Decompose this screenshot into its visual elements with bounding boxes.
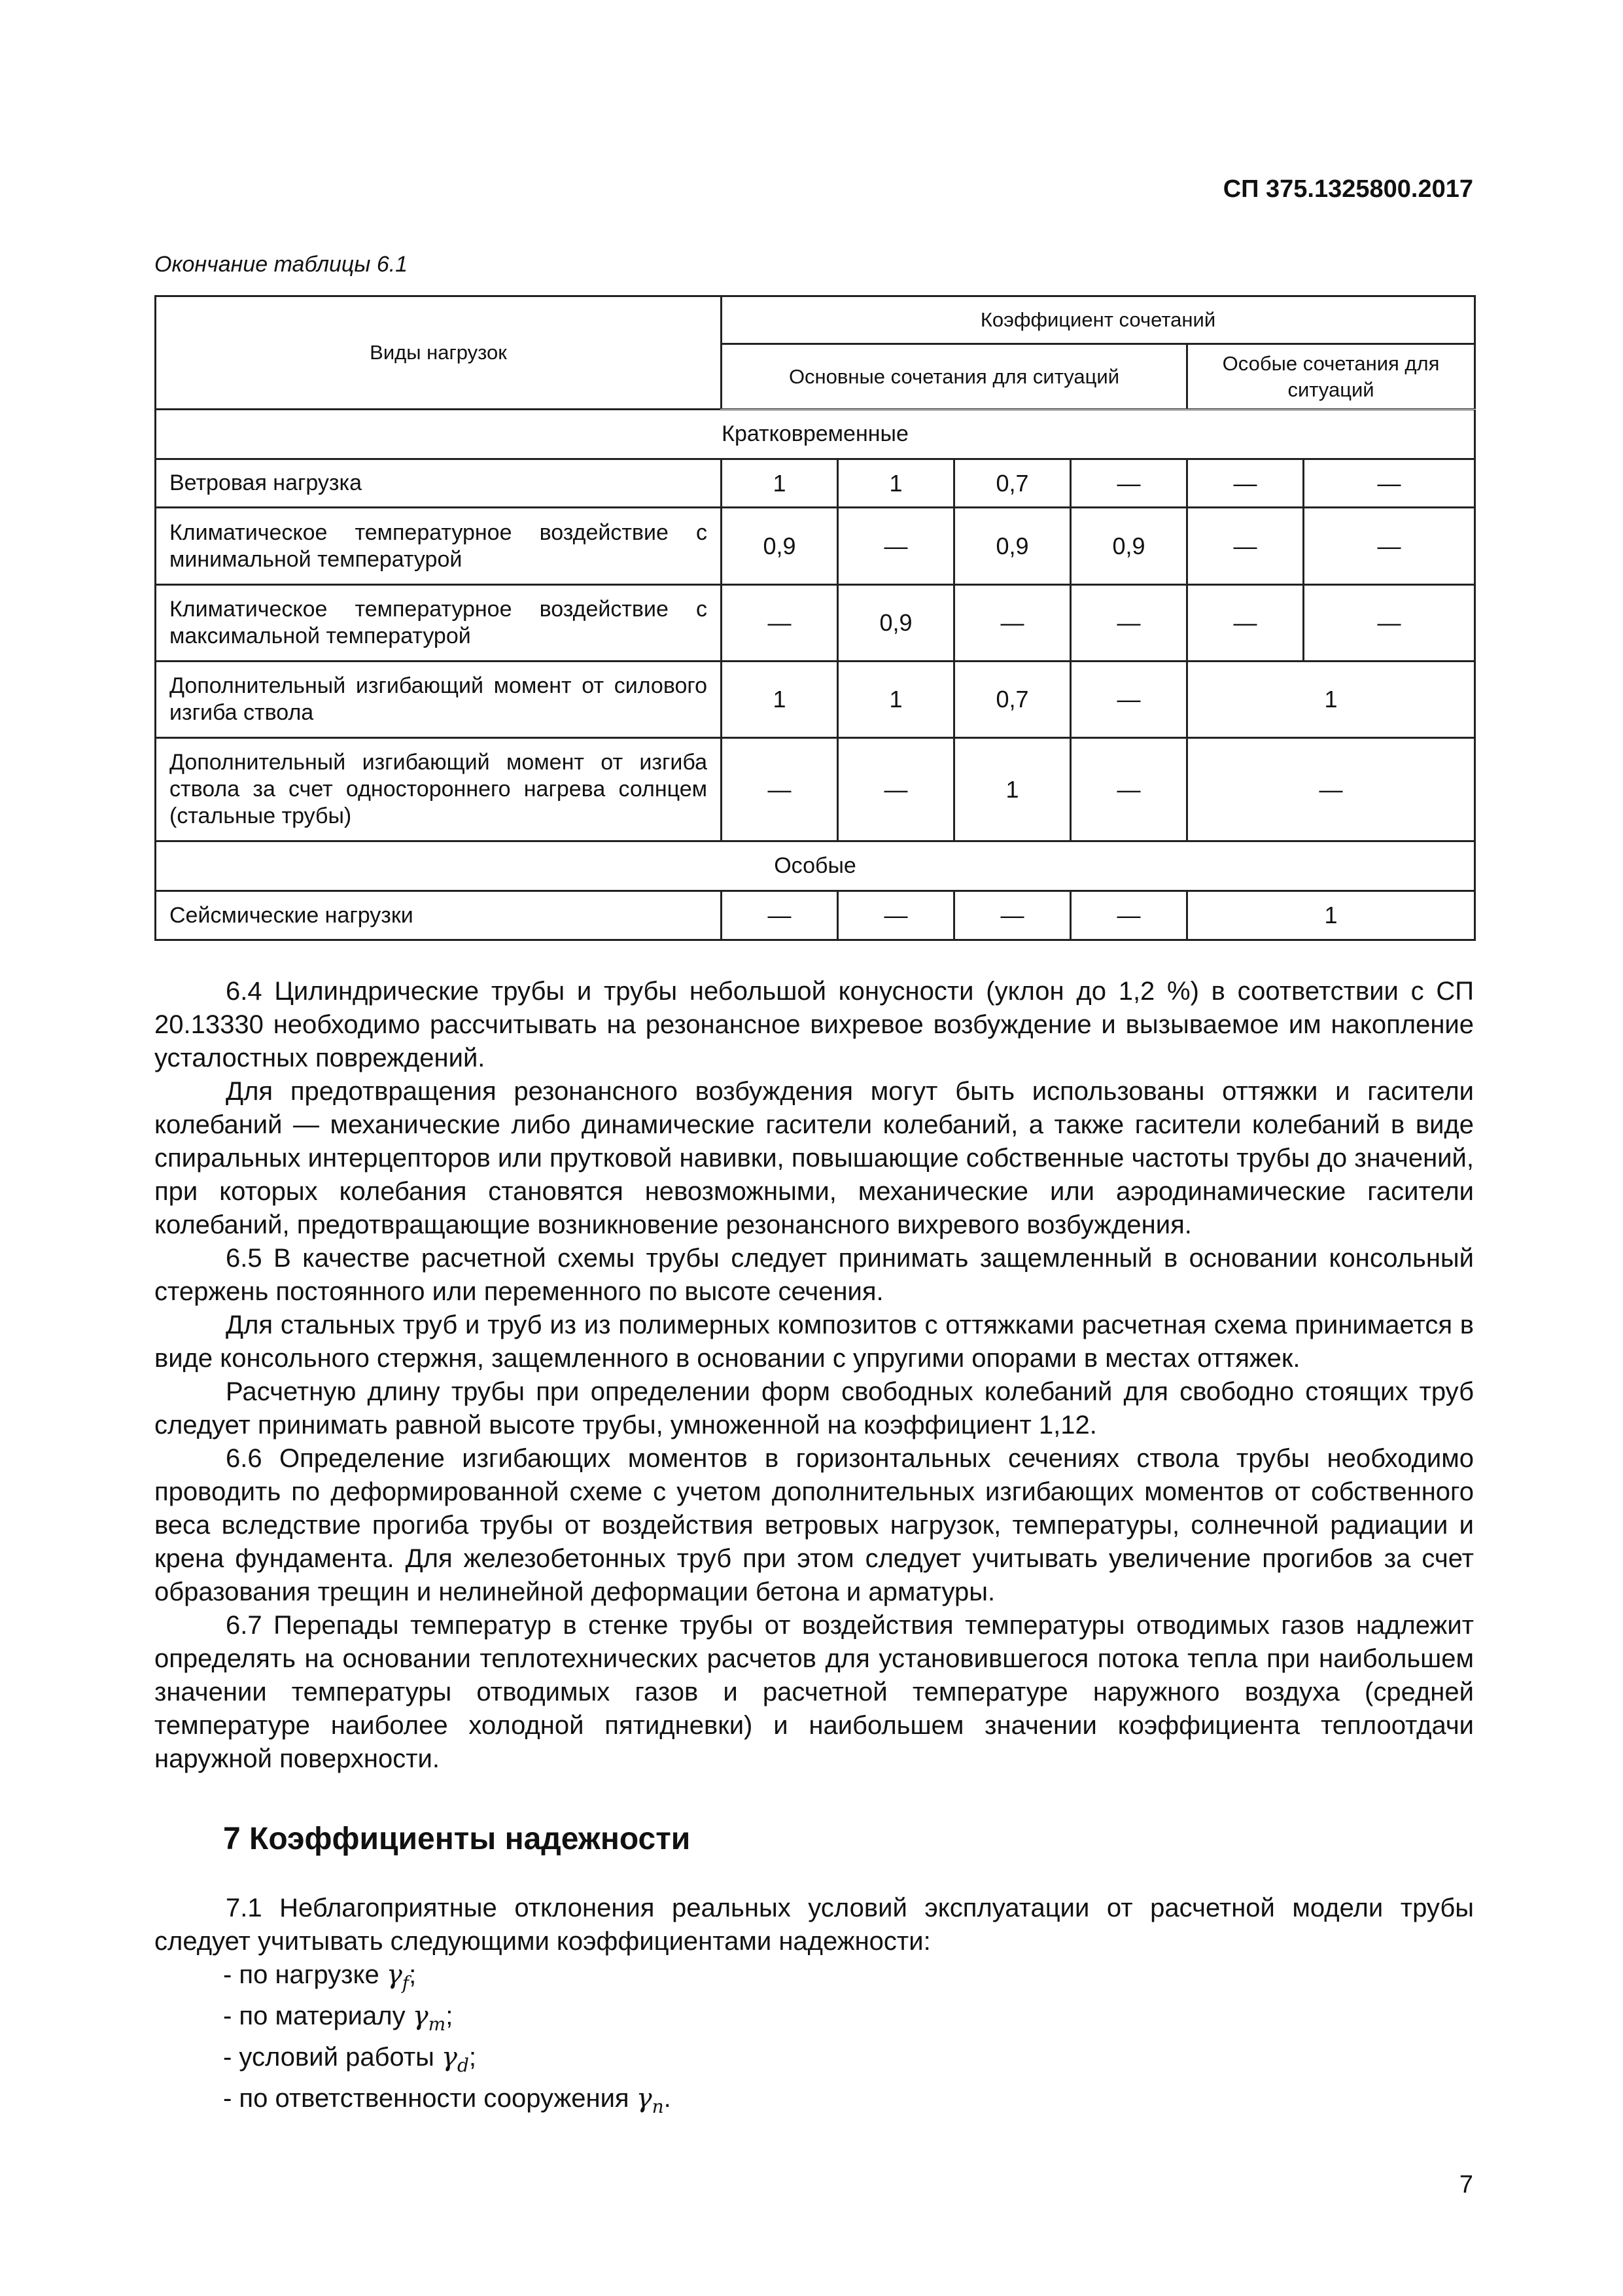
- value-cell: 0,9: [1071, 508, 1187, 585]
- list-item: - по материалу $\gamma_m$;: [223, 2001, 453, 2035]
- gamma-symbol: $\gamma_n$: [636, 2083, 664, 2117]
- value-cell: —: [1071, 738, 1187, 841]
- value-cell: 1: [1187, 891, 1475, 940]
- row-name: Дополнительный изгибающий момент от изгиба ствола за счет одностороннего нагрева солнцем (стальные трубы): [156, 738, 722, 841]
- value-cell: 1: [838, 662, 954, 738]
- value-cell: —: [954, 891, 1071, 940]
- table-row: [156, 662, 1475, 738]
- gamma-symbol: $\gamma_d$: [442, 2042, 469, 2076]
- value-cell: 0,7: [954, 459, 1071, 508]
- page-number: 7: [1459, 2171, 1473, 2199]
- value-cell: 0,9: [954, 508, 1071, 585]
- row-name: Климатическое температурное воздействие с минимальной температурой: [156, 508, 722, 585]
- value-cell: —: [722, 738, 838, 841]
- value-cell: —: [838, 508, 954, 585]
- value-cell: —: [838, 738, 954, 841]
- list-item: - по нагрузке $\gamma_f$;: [223, 1960, 417, 1994]
- row-name: Дополнительный изгибающий момент от силового изгиба ствола: [156, 662, 722, 738]
- value-cell: 1: [1187, 662, 1475, 738]
- value-cell: —: [1304, 459, 1475, 508]
- value-cell: 0,9: [722, 508, 838, 585]
- gamma-symbol: $\gamma_f$: [386, 1960, 410, 1994]
- value-cell: —: [1187, 738, 1475, 841]
- table-row: [156, 459, 1475, 508]
- value-cell: —: [722, 891, 838, 940]
- value-cell: —: [1071, 459, 1187, 508]
- table-row: [156, 891, 1475, 940]
- document-code: СП 375.1325800.2017: [1223, 175, 1473, 203]
- section-7-heading: 7 Коэффициенты надежности: [223, 1822, 691, 1856]
- row-name: Сейсмические нагрузки: [156, 891, 722, 940]
- paragraph: Для стальных труб и труб из из полимерных композитов с оттяжками расчетная схема принимается в виде консольного стержня, защемленного в основании с упругими опорами в местах оттяжек.: [154, 1311, 1474, 1373]
- gamma-symbol: $\gamma_m$: [412, 2001, 446, 2035]
- value-cell: —: [1187, 459, 1304, 508]
- row-name: Климатическое температурное воздействие с максимальной температурой: [156, 585, 722, 662]
- value-cell: —: [1304, 585, 1475, 662]
- row-name: Ветровая нагрузка: [156, 459, 722, 508]
- body-text: [154, 975, 1474, 1776]
- table-caption: Окончание таблицы 6.1: [154, 252, 408, 277]
- paragraph-6-5: 6.5 В качестве расчетной схемы трубы следует принимать защемленный в основании консольный стержень постоянного или переменного по высоте сечения.: [154, 1244, 1474, 1306]
- value-cell: 1: [838, 459, 954, 508]
- list-item: - условий работы $\gamma_d$;: [223, 2042, 476, 2076]
- coefficient-header: Коэффициент сочетаний: [722, 296, 1475, 344]
- value-cell: —: [954, 585, 1071, 662]
- coefficients-table: [154, 295, 1476, 941]
- value-cell: —: [1071, 585, 1187, 662]
- value-cell: —: [838, 891, 954, 940]
- special-combinations-header: Особые сочетания для ситуаций: [1187, 344, 1475, 410]
- loads-column-header: Виды нагрузок: [156, 296, 722, 410]
- table-row: [156, 738, 1475, 841]
- value-cell: 1: [722, 459, 838, 508]
- value-cell: 0,9: [838, 585, 954, 662]
- value-cell: 0,7: [954, 662, 1071, 738]
- coefficient-list: [154, 1958, 1474, 2123]
- value-cell: 1: [722, 662, 838, 738]
- section-special: Особые: [156, 841, 1475, 891]
- list-item: - по ответственности сооружения $\gamma_n$.: [223, 2083, 671, 2117]
- section-short-term: Кратковременные: [156, 410, 1475, 459]
- value-cell: —: [722, 585, 838, 662]
- value-cell: —: [1071, 891, 1187, 940]
- value-cell: —: [1071, 662, 1187, 738]
- value-cell: 1: [954, 738, 1071, 841]
- table-row: [156, 585, 1475, 662]
- table-row: [156, 508, 1475, 585]
- section-7-body: [154, 1892, 1474, 2123]
- value-cell: —: [1187, 508, 1304, 585]
- paragraph-7-1: 7.1 Неблагоприятные отклонения реальных условий эксплуатации от расчетной модели трубы следует учитывать следующими коэффициентами надежности:: [154, 1894, 1474, 1956]
- paragraph: Расчетную длину трубы при определении форм свободных колебаний для свободно стоящих труб следует принимать равной высоте трубы, умноженной на коэффициент 1,12.: [154, 1377, 1474, 1439]
- paragraph-6-7: 6.7 Перепады температур в стенке трубы от воздействия температуры отводимых газов надлежит определять на основании теплотехнических расчетов для установившегося потока тепла при наибольшем значении температуры отводимых газов и расчетной температуре наружного воздуха (средней температуре наиболее холодной пятидневки) и наибольшем значении коэффициента теплоотдачи наружной поверхности.: [154, 1611, 1474, 1773]
- basic-combinations-header: Основные сочетания для ситуаций: [722, 344, 1187, 410]
- paragraph-6-6: 6.6 Определение изгибающих моментов в горизонтальных сечениях ствола трубы необходимо проводить по деформированной схеме с учетом дополнительных изгибающих моментов от собственного веса вследствие прогиба трубы от воздействия ветровых нагрузок, температуры, солнечной радиации и крена фундамента. Для железобетонных труб при этом следует учитывать увеличение прогибов за счет образования трещин и нелинейной деформации бетона и арматуры.: [154, 1444, 1474, 1606]
- value-cell: —: [1187, 585, 1304, 662]
- paragraph: Для предотвращения резонансного возбуждения могут быть использованы оттяжки и гасители колебаний — механические либо динамические гасители колебаний, а также гасители колебаний в виде спиральных интерцепторов или прутковой навивки, повышающие собственные частоты трубы до значений, при которых колебания становятся невозможными, механические или аэродинамические гасители колебаний, предотвращающие возникновение резонансного вихревого возбуждения.: [154, 1077, 1474, 1239]
- paragraph-6-4: 6.4 Цилиндрические трубы и трубы небольшой конусности (уклон до 1,2 %) в соответствии с СП 20.13330 необходимо рассчитывать на резонансное вихревое возбуждение и вызываемое им накопление усталостных повреждений.: [154, 977, 1474, 1072]
- value-cell: —: [1304, 508, 1475, 585]
